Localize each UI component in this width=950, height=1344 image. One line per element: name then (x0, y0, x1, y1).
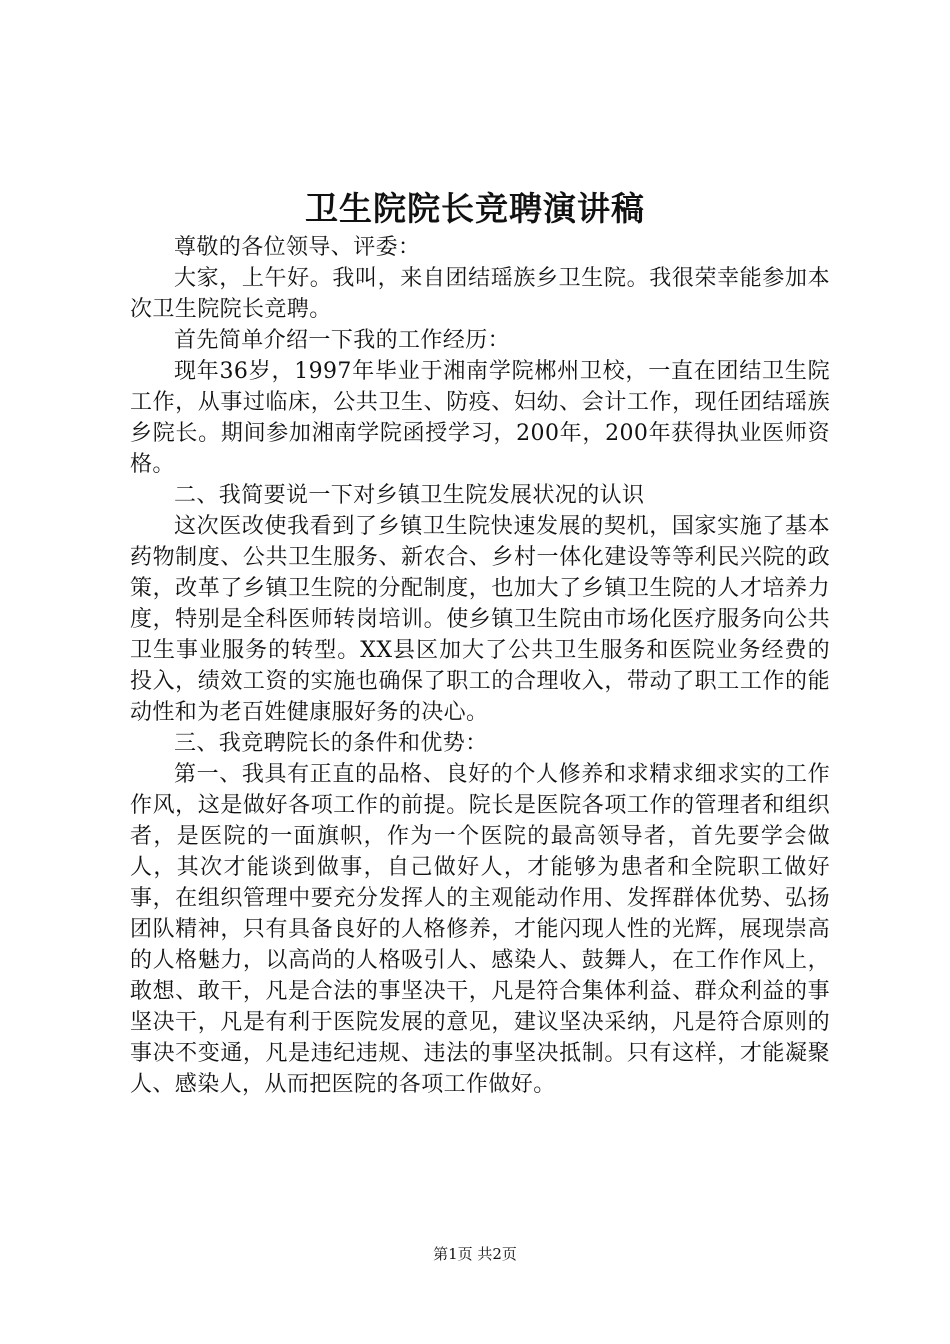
experience-paragraph: 现年36岁，1997年毕业于湘南学院郴州卫校，一直在团结卫生院工作，从事过临床，公共卫生、防疫、妇幼、会计工作，现任团结瑶族乡院长。期间参加湘南学院函授学习，200年，200年获得执业医师资格。 (130, 359, 830, 477)
document-body (130, 232, 830, 1100)
greeting-paragraph: 大家，上午好。我叫，来自团结瑶族乡卫生院。我很荣幸能参加本次卫生院院长竞聘。 (130, 266, 830, 322)
understanding-paragraph: 这次医改使我看到了乡镇卫生院快速发展的契机，国家实施了基本药物制度、公共卫生服务、新农合、乡村一体化建设等等利民兴院的政策，改革了乡镇卫生院的分配制度，也加大了乡镇卫生院的人才培养力度，特别是全科医师转岗培训。使乡镇卫生院由市场化医疗服务向公共卫生事业服务的转型。XX县区加大了公共卫生服务和医院业务经费的投入，绩效工资的实施也确保了职工的合理收入，带动了职工工作的能动性和为老百姓健康服好务的决心。 (130, 514, 830, 725)
salutation-paragraph: 尊敬的各位领导、评委： (174, 235, 421, 260)
page-footer: 第1页 共2页 (433, 1245, 517, 1263)
section-heading-experience: 首先简单介绍一下我的工作经历： (174, 328, 511, 353)
document-title: 卫生院院长竞聘演讲稿 (305, 189, 645, 228)
section-heading-understanding: 二、我简要说一下对乡镇卫生院发展状况的认识 (174, 483, 645, 508)
section-heading-advantages: 三、我竞聘院长的条件和优势： (174, 731, 488, 756)
advantages-paragraph: 第一、我具有正直的品格、良好的个人修养和求精求细求实的工作作风，这是做好各项工作的前提。院长是医院各项工作的管理者和组织者，是医院的一面旗帜，作为一个医院的最高领导者，首先要学会做人，其次才能谈到做事，自己做好人，才能够为患者和全院职工做好事，在组织管理中要充分发挥人的主观能动作用、发挥群体优势、弘扬团队精神，只有具备良好的人格修养，才能闪现人性的光辉，展现崇高的人格魅力，以高尚的人格吸引人、感染人、鼓舞人，在工作作风上，敢想、敢干，凡是合法的事坚决干，凡是符合集体利益、群众利益的事坚决干，凡是有利于医院发展的意见，建议坚决采纳，凡是符合原则的事决不变通，凡是违纪违规、违法的事坚决抵制。只有这样，才能凝聚人、感染人，从而把医院的各项工作做好。 (130, 762, 830, 1097)
